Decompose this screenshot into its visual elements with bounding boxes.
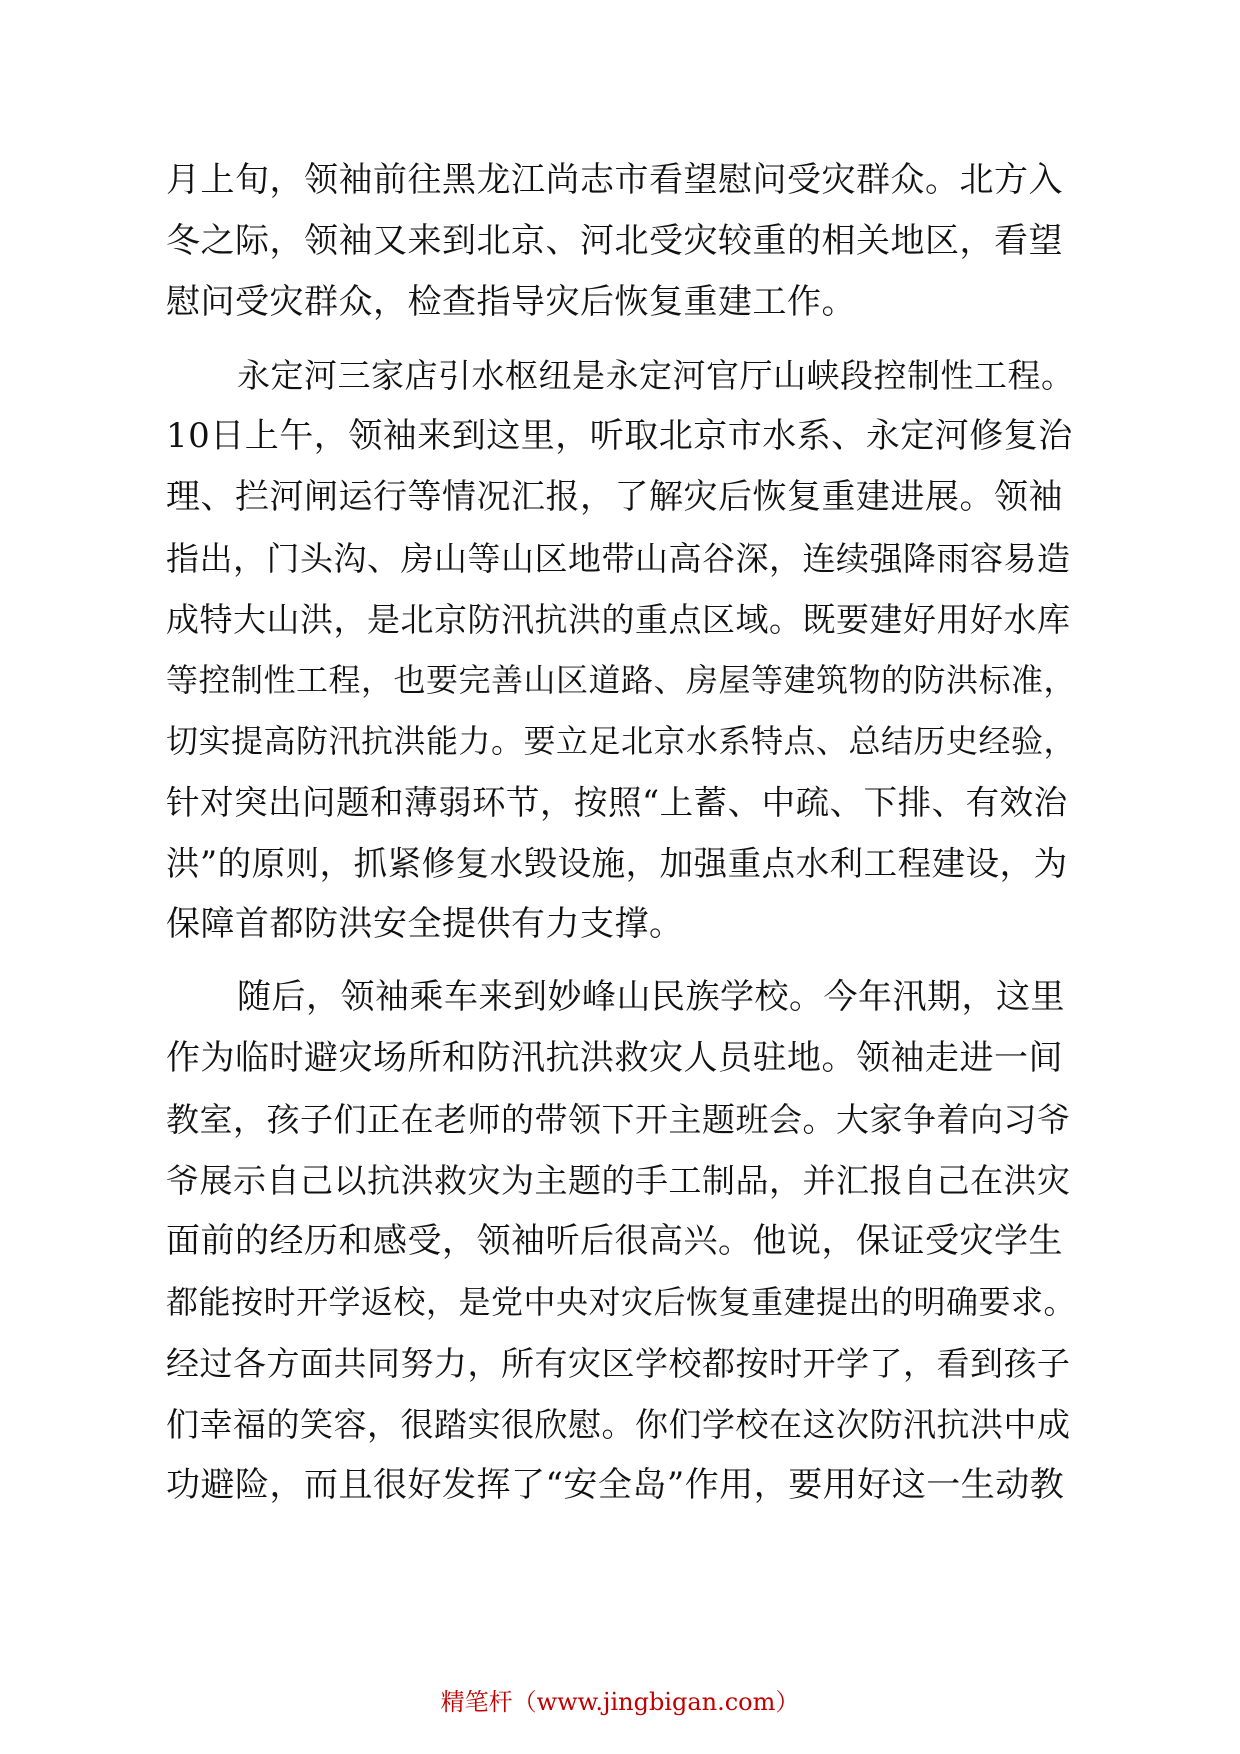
paragraph-3-line-5: 面前的经历和感受，领袖听后很高兴。他说，保证受灾学生 [166,1221,1063,1261]
paragraph-2-line-9: 洪”的原则，抓紧修复水毁设施，加强重点水利工程建设，为 [166,844,1068,883]
paragraph-1-line-1: 月上旬，领袖前往黑龙江尚志市看望慰问受灾群众。北方入 [166,160,1063,200]
body-text [166,150,1076,1516]
paragraph-3-line-3: 教室，孩子们正在老师的带领下开主题班会。大家争着向习爷 [166,1100,1071,1139]
paragraph-2-line-5: 成特大山洪，是北京防汛抗洪的重点区域。既要建好用好水库 [166,600,1071,639]
paragraph-2-line-8: 针对突出问题和薄弱环节，按照“上蓄、中疏、下排、有效治 [166,783,1068,822]
paragraph-3-line-1: 随后，领袖乘车来到妙峰山民族学校。今年汛期，这里 [237,977,1065,1017]
paragraph-3-line-4: 爷展示自己以抗洪救灾为主题的手工制品，并汇报自己在洪灾 [166,1161,1071,1200]
paragraph-1-line-2: 冬之际，领袖又来到北京、河北受灾较重的相关地区，看望 [166,221,1063,261]
paragraph-1-line-3: 慰问受灾群众，检查指导灾后恢复重建工作。 [166,282,856,322]
paragraph-3-line-7: 经过各方面共同努力，所有灾区学校都按时开学了，看到孩子 [166,1344,1071,1383]
paragraph-2-line-10: 保障首都防洪安全提供有力支撑。 [166,904,684,944]
paragraph-3-line-6: 都能按时开学返校，是党中央对灾后恢复重建提出的明确要求。 [166,1283,1077,1321]
footer-watermark: 精笔杆（www.jingbigan.com） [440,1688,800,1716]
paragraph-2-line-3: 理、拦河闸运行等情况汇报，了解灾后恢复重建进展。领袖 [166,477,1063,517]
paragraph-3-line-2: 作为临时避灾场所和防汛抗洪救灾人员驻地。领袖走进一间 [166,1038,1063,1078]
paragraph-2-line-7: 切实提高防汛抗洪能力。要立足北京水系特点、总结历史经验， [166,722,1077,760]
paragraph-2-line-2: 10日上午，领袖来到这里，听取北京市水系、永定河修复治 [166,416,1073,456]
paragraph-2-line-4: 指出，门头沟、房山等山区地带山高谷深，连续强降雨容易造 [166,539,1071,578]
paragraph-2-line-1: 永定河三家店引水枢纽是永定河官厅山峡段控制性工程。 [237,356,1075,395]
paragraph-2-line-6: 等控制性工程，也要完善山区道路、房屋等建筑物的防洪标准， [166,661,1077,699]
paragraph-3-line-8: 们幸福的笑容，很踏实很欣慰。你们学校在这次防汛抗洪中成 [166,1405,1071,1444]
paragraph-3-line-9: 功避险，而且很好发挥了“安全岛”作用，要用好这一生动教 [166,1465,1065,1505]
